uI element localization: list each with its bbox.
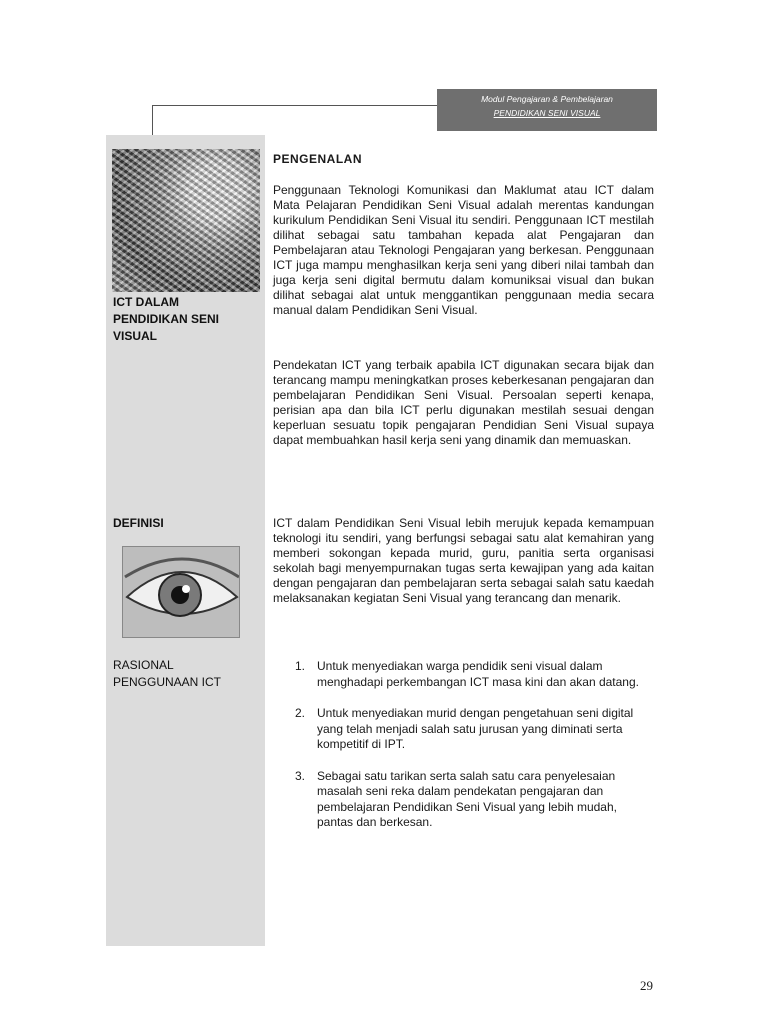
eye-image bbox=[122, 546, 240, 638]
eye-icon bbox=[123, 547, 240, 638]
header-rule bbox=[152, 105, 437, 106]
list-item-text: Sebagai satu tarikan serta salah satu cara penyelesaian masalah seni reka dalam pendekatan pengajaran dan pembelajaran Pendidikan Seni Visual yang lebih mudah, pantas dan berkesan. bbox=[317, 768, 617, 829]
module-header bbox=[437, 89, 657, 131]
section-heading: PENGENALAN bbox=[273, 152, 363, 166]
header-rule-vertical bbox=[152, 105, 153, 135]
list-item-text: Untuk menyediakan warga pendidik seni visual dalam menghadapi perkembangan ICT masa kini dan akan datang. bbox=[317, 659, 639, 689]
digital-art-image bbox=[112, 149, 260, 292]
module-header-line1: Modul Pengajaran & Pembelajaran bbox=[481, 94, 613, 104]
list-item-number: 3. bbox=[295, 768, 306, 783]
list-item bbox=[295, 769, 655, 831]
list-item-text: Untuk menyediakan murid dengan pengetahuan seni digital yang telah menjadi salah satu jurusan yang diminati serta kompetitif di IPT. bbox=[317, 706, 634, 751]
list-item bbox=[295, 659, 655, 690]
intro-paragraph-1: Penggunaan Teknologi Komunikasi dan Maklumat atau ICT dalam Mata Pelajaran Pendidikan Seni Visual adalah merentas kandungan kurikulum Pendidikan Seni Visual itu sendiri. Penggunaan ICT mestilah dilihat sebagai satu tambahan kepada alat Pengajaran dan Pembelajaran atau Teknologi Pengajaran yang berkesan. Penggunaan ICT juga mampu menghasilkan kerja seni yang diberi nilai tambah dan juga kerja seni digital bermutu dalam komuniksai visual dan bukan dilihat sebagai alat untuk menggantikan penggunaan media secara manual dalam Pendidikan Seni Visual. bbox=[273, 183, 654, 317]
module-header-line2: PENDIDIKAN SENI VISUAL bbox=[493, 108, 601, 118]
sidebar-label-ict: ICT DALAM PENDIDIKAN SENI VISUAL bbox=[113, 295, 220, 343]
intro-paragraph-2: Pendekatan ICT yang terbaik apabila ICT digunakan secara bijak dan terancang mampu meningkatkan proses keberkesanan pengajaran dan pembelajaran Pendidikan Seni Visual. Persoalan seperti kenapa, perisian apa dan bila ICT perlu digunakan mestilah sesuai dengan keperluan sesuatu topik pengajaran Pendidian Seni Visual supaya dapat membuahkan hasil kerja seni yang dinamik dan memuaskan. bbox=[273, 358, 654, 447]
list-item-number: 1. bbox=[295, 659, 306, 673]
list-item bbox=[295, 706, 655, 753]
list-item-number: 2. bbox=[295, 706, 306, 720]
sidebar-label-rasional: RASIONAL PENGGUNAAN ICT bbox=[113, 658, 222, 689]
rationale-list bbox=[295, 659, 655, 847]
page-number: 29 bbox=[640, 978, 653, 993]
sidebar-label-definisi: DEFINISI bbox=[113, 516, 164, 530]
definition-paragraph: ICT dalam Pendidikan Seni Visual lebih merujuk kepada kemampuan teknologi itu sendiri, yang berfungsi sebagai satu alat kemahiran yang memberi sokongan kepada murid, guru, panitia serta organisasi sekolah bagi menyempurnakan tugas serta kewajipan yang ada kaitan dengan pengajaran dan pembelajaran serta sebagai salah satu kaedah melaksanakan kegiatan Seni Visual yang terancang dan menarik. bbox=[273, 516, 654, 605]
